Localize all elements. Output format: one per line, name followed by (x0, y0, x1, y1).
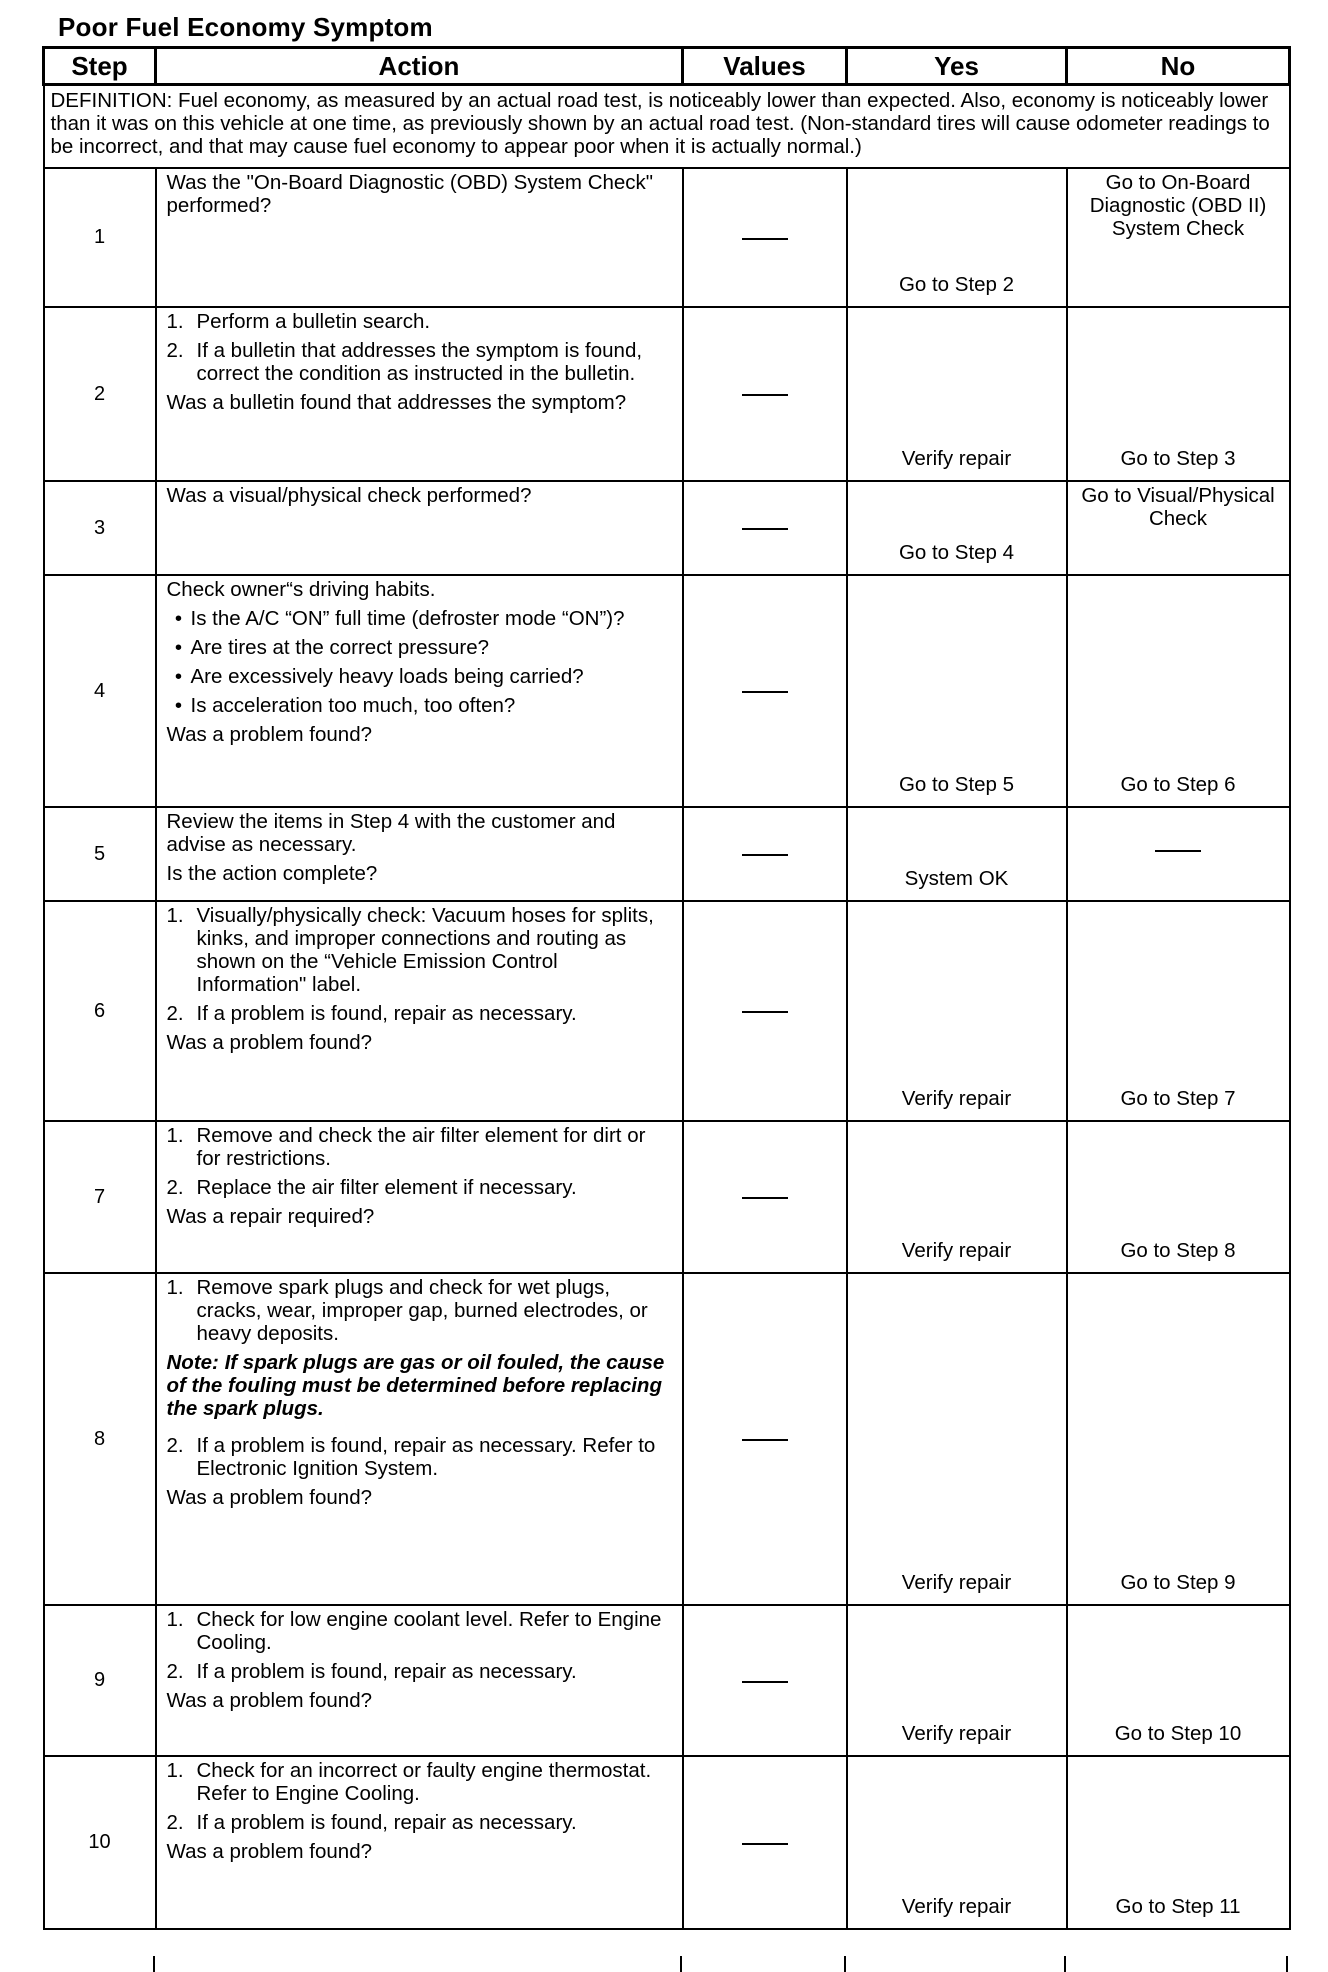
yes-result: Verify repair (847, 307, 1067, 481)
header-action: Action (156, 48, 683, 85)
values-cell (683, 481, 847, 575)
item-text: If a problem is found, repair as necessary. (196, 1002, 577, 1025)
item-text: Remove and check the air filter element for dirt or for restrictions. (196, 1124, 646, 1170)
values-cell (683, 1273, 847, 1605)
table-row (44, 901, 1290, 1121)
yes-result: Go to Step 5 (847, 575, 1067, 807)
step-number: 10 (44, 1756, 156, 1929)
bullet-item (167, 694, 672, 717)
item-text: If a problem is found, repair as necessary. (196, 1660, 577, 1683)
bullet-text: Is the A/C “ON” full time (defroster mode “ON”)? (190, 607, 625, 630)
values-cell (683, 1605, 847, 1756)
empty-value-dash (742, 394, 788, 396)
no-result (1067, 807, 1290, 901)
page-title: Poor Fuel Economy Symptom (58, 12, 433, 42)
no-result: Go to Step 9 (1067, 1273, 1290, 1605)
step-number: 8 (44, 1273, 156, 1605)
bullet-text: Are tires at the correct pressure? (190, 636, 490, 659)
table-header-row (44, 48, 1290, 85)
item-number: 2. (166, 1660, 184, 1683)
values-cell (683, 807, 847, 901)
values-cell (683, 901, 847, 1121)
yes-result: Verify repair (847, 901, 1067, 1121)
action-question: Was a repair required? (166, 1205, 375, 1228)
item-number: 2. (166, 1811, 184, 1834)
empty-value-dash (742, 1197, 788, 1199)
numbered-item (167, 1660, 672, 1683)
values-cell (683, 575, 847, 807)
action-cell (156, 307, 683, 481)
yes-result: Verify repair (847, 1756, 1067, 1929)
numbered-item (167, 339, 672, 385)
bullet-text: Is acceleration too much, too often? (190, 694, 516, 717)
numbered-item (167, 1608, 672, 1654)
empty-value-dash (742, 1439, 788, 1441)
bullet-item (167, 665, 672, 688)
empty-value-dash (742, 1681, 788, 1683)
bullet-text: Are excessively heavy loads being carried? (190, 665, 584, 688)
item-number: 1. (166, 310, 184, 333)
item-number: 2. (166, 1434, 184, 1457)
action-cell (156, 1273, 683, 1605)
item-text: If a problem is found, repair as necessary. Refer to Electronic Ignition System. (196, 1434, 656, 1480)
numbered-item (167, 310, 672, 333)
table-row (44, 575, 1290, 807)
item-text: Visually/physically check: Vacuum hoses for splits, kinks, and improper connections and routing as shown on the “Vehicle Emission Control Information" label. (196, 904, 654, 996)
note-text: Note: If spark plugs are gas or oil fouled, the cause of the fouling must be determined before replacing the spark plugs. (166, 1351, 665, 1420)
no-result: Go to Step 6 (1067, 575, 1290, 807)
header-yes: Yes (847, 48, 1067, 85)
header-no: No (1067, 48, 1290, 85)
action-question: Was a problem found? (166, 1031, 372, 1054)
action-question: Was a problem found? (166, 723, 372, 746)
action-cell (156, 1756, 683, 1929)
values-cell (683, 1121, 847, 1273)
yes-result: Verify repair (847, 1121, 1067, 1273)
action-cell (156, 901, 683, 1121)
table-row (44, 307, 1290, 481)
bullet-icon: • (174, 694, 183, 717)
continuation-line (844, 1956, 846, 1972)
table-row (44, 1756, 1290, 1929)
item-text: Check for an incorrect or faulty engine thermostat. Refer to Engine Cooling. (196, 1759, 652, 1805)
step-number: 7 (44, 1121, 156, 1273)
item-number: 1. (166, 1759, 184, 1782)
yes-result: Verify repair (847, 1605, 1067, 1756)
no-result: Go to Visual/Physical Check (1067, 481, 1290, 575)
no-result: Go to On-Board Diagnostic (OBD II) System Check (1067, 168, 1290, 307)
action-intro: Check owner“s driving habits. (166, 578, 436, 601)
table-row (44, 1273, 1290, 1605)
action-text: Was a visual/physical check performed? (166, 484, 532, 507)
action-text: Was the "On-Board Diagnostic (OBD) System Check" performed? (166, 171, 654, 217)
no-result: Go to Step 7 (1067, 901, 1290, 1121)
empty-value-dash (742, 854, 788, 856)
action-cell (156, 1121, 683, 1273)
item-number: 1. (166, 904, 184, 927)
item-number: 2. (166, 1176, 184, 1199)
empty-value-dash (1155, 850, 1201, 852)
item-number: 2. (166, 1002, 184, 1025)
no-result: Go to Step 8 (1067, 1121, 1290, 1273)
table-row (44, 168, 1290, 307)
action-cell (156, 807, 683, 901)
table-row (44, 1605, 1290, 1756)
step-number: 6 (44, 901, 156, 1121)
definition-text: DEFINITION: Fuel economy, as measured by an actual road test, is noticeably lower than expected. Also, economy is noticeably lower than it was on this vehicle at one time, as previously shown by an actual road test. (Non-standard tires will cause odometer readings to be incorrect, and that may cause fuel economy to appear poor when it is actually normal.) (44, 85, 1290, 169)
item-text: Check for low engine coolant level. Refer to Engine Cooling. (196, 1608, 662, 1654)
step-number: 9 (44, 1605, 156, 1756)
bullet-icon: • (174, 636, 183, 659)
action-cell (156, 481, 683, 575)
step-number: 2 (44, 307, 156, 481)
yes-result: Go to Step 2 (847, 168, 1067, 307)
numbered-item (167, 1124, 672, 1170)
bullet-item (167, 636, 672, 659)
action-question: Was a problem found? (166, 1689, 372, 1712)
action-text: Review the items in Step 4 with the customer and advise as necessary. (166, 810, 616, 856)
step-number: 4 (44, 575, 156, 807)
continuation-line (1286, 1956, 1288, 1972)
numbered-item (167, 1276, 672, 1345)
item-number: 1. (166, 1608, 184, 1631)
numbered-item (167, 1434, 672, 1480)
item-text: Replace the air filter element if necessary. (196, 1176, 577, 1199)
action-cell (156, 168, 683, 307)
action-question: Was a problem found? (166, 1486, 372, 1509)
table-row (44, 481, 1290, 575)
empty-value-dash (742, 1011, 788, 1013)
bullet-icon: • (174, 665, 183, 688)
table-row (44, 807, 1290, 901)
action-question: Was a bulletin found that addresses the symptom? (166, 391, 627, 414)
continuation-line (1064, 1956, 1066, 1972)
bullet-item (167, 607, 672, 630)
empty-value-dash (742, 238, 788, 240)
action-cell (156, 575, 683, 807)
action-cell (156, 1605, 683, 1756)
continuation-line (153, 1956, 155, 1972)
continuation-line (680, 1956, 682, 1972)
numbered-item (167, 1759, 672, 1805)
values-cell (683, 1756, 847, 1929)
yes-result: System OK (847, 807, 1067, 901)
definition-row (44, 85, 1290, 169)
numbered-item (167, 904, 672, 996)
numbered-item (167, 1002, 672, 1025)
step-number: 3 (44, 481, 156, 575)
numbered-item (167, 1811, 672, 1834)
item-number: 1. (166, 1124, 184, 1147)
item-number: 1. (166, 1276, 184, 1299)
empty-value-dash (742, 1843, 788, 1845)
diagnostic-table (42, 46, 1291, 1930)
item-text: Perform a bulletin search. (196, 310, 431, 333)
no-result: Go to Step 10 (1067, 1605, 1290, 1756)
action-text: Is the action complete? (166, 862, 378, 885)
values-cell (683, 307, 847, 481)
step-number: 1 (44, 168, 156, 307)
bullet-icon: • (174, 607, 183, 630)
no-result: Go to Step 11 (1067, 1756, 1290, 1929)
yes-result: Verify repair (847, 1273, 1067, 1605)
item-number: 2. (166, 339, 184, 362)
numbered-item (167, 1176, 672, 1199)
table-row (44, 1121, 1290, 1273)
step-number: 5 (44, 807, 156, 901)
header-values: Values (683, 48, 847, 85)
item-text: Remove spark plugs and check for wet plugs, cracks, wear, improper gap, burned electrodes, or heavy deposits. (196, 1276, 648, 1345)
header-step: Step (44, 48, 156, 85)
item-text: If a bulletin that addresses the symptom is found, correct the condition as instructed in the bulletin. (196, 339, 643, 385)
empty-value-dash (742, 691, 788, 693)
item-text: If a problem is found, repair as necessary. (196, 1811, 577, 1834)
values-cell (683, 168, 847, 307)
action-question: Was a problem found? (166, 1840, 372, 1863)
yes-result: Go to Step 4 (847, 481, 1067, 575)
no-result: Go to Step 3 (1067, 307, 1290, 481)
empty-value-dash (742, 528, 788, 530)
